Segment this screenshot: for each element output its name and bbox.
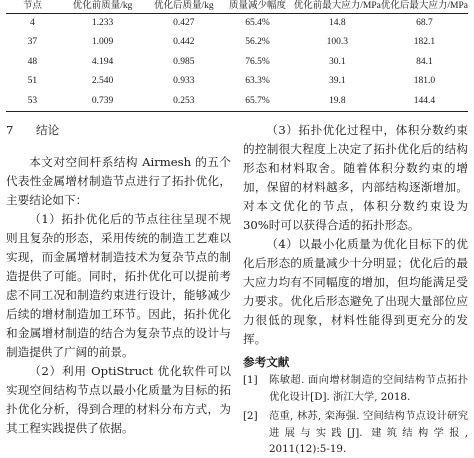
table-row <box>6 33 468 53</box>
cell-stress-before: 100.3 <box>326 37 349 47</box>
cell-stress-before: 19.8 <box>294 92 381 112</box>
cell-stress-before: 14.8 <box>329 17 346 28</box>
cell-mass-reduction: 65.4% <box>245 17 270 28</box>
references-heading: 参考文献 <box>243 355 290 369</box>
conclusion-heading <box>6 121 231 140</box>
reference-item <box>243 408 468 458</box>
header-stress-before: 优化前最大应力/MPa <box>293 1 381 12</box>
cell-mass-before: 1.233 <box>91 17 114 28</box>
conclusion-point-2: （2）利用 OptiStruct 优化软件可以实现空间结构节点以最小化质量为目标的拓扑优化分析，得到合理的材料分布方式，为其工程实践提供了依据。 <box>6 364 231 435</box>
cell-stress-after: 68.7 <box>416 17 433 28</box>
table-row <box>6 92 468 112</box>
cell-stress-after: 84.1 <box>416 56 433 67</box>
reference-text: 范重, 林苏, 栾海强. 空间结构节点设计研究进展与实践[J]. 建筑结构学报, 2011(12):5-19. <box>269 410 468 455</box>
cell-mass-before: 2.540 <box>91 76 114 86</box>
conclusion-point-1: （1）拓扑优化后的节点往往呈现不规则且复杂的形态，采用传统的制造工艺难以实现，而金属增材制造技术为复杂节点的制造提供了可能。同时，拓扑优化可以提前考虑不同工况和制造约束进行设计，能够减少后续的增材制造加工环节。因此，拓扑优化和金属增材制造的结合为复杂节点的设计与制造提供了广阔的前景。 <box>6 212 231 359</box>
cell-stress-after: 144.4 <box>381 92 468 112</box>
header-mass-reduction: 质量减少幅度 <box>221 0 294 13</box>
cell-mass-reduction: 56.2% <box>245 37 270 47</box>
conclusion-intro: 本文对空间杆系结构 Airmesh 的五个代表性金属增材制造节点进行了拓扑优化，主要结论如下： <box>6 155 231 207</box>
optimization-results-table <box>6 0 468 112</box>
table-row <box>6 13 468 33</box>
reference-number: [1] <box>243 374 258 386</box>
cell-mass-reduction: 65.7% <box>221 92 294 112</box>
header-mass-before: 优化前质量/kg <box>59 0 147 13</box>
conclusion-point-3: （3）拓扑优化过程中，体积分数约束的控制很大程度上决定了拓扑优化后的结构形态和材料取舍。随着体积分数约束的增加，保留的材料越多，内部结构逐渐增加。对本文优化的节点，体积分数约束设为 30%时可以获得合适的拓扑形态。 <box>243 123 468 232</box>
cell-mass-after: 0.933 <box>173 76 195 86</box>
reference-text: 陈敏超. 面向增材制造的空间结构节点拓扑优化设计[D]. 浙江大学, 2018. <box>269 374 468 403</box>
header-stress-after: 优化后最大应力/MPa <box>380 1 468 12</box>
cell-mass-before: 0.739 <box>59 92 147 112</box>
conclusion-point-4: （4）以最小化质量为优化目标下的优化后形态的质量减少十分明显；优化后的最大应力均有不同幅度的增加，但均能满足受力要求。优化后形态避免了出现大量部位应力很低的现象，材料性能得到更充分的发挥。 <box>243 237 468 346</box>
right-column <box>243 121 468 458</box>
table-row <box>6 72 468 92</box>
reference-number: [2] <box>243 410 258 422</box>
table-header <box>6 0 468 13</box>
cell-node: 4 <box>29 17 35 28</box>
cell-mass-before: 1.009 <box>91 37 114 47</box>
cell-stress-before: 30.1 <box>329 56 346 67</box>
cell-mass-after: 0.427 <box>173 17 195 28</box>
cell-node: 48 <box>27 56 38 67</box>
results-table-container <box>6 0 468 112</box>
section-title: 结论 <box>36 123 60 137</box>
cell-stress-before: 39.1 <box>329 76 346 86</box>
table-row <box>6 53 468 73</box>
left-column <box>6 121 231 438</box>
cell-node: 51 <box>27 76 38 86</box>
cell-node: 37 <box>27 37 38 47</box>
cell-node: 53 <box>6 92 59 112</box>
header-mass-after: 优化后质量/kg <box>147 0 222 13</box>
reference-item <box>243 372 468 405</box>
cell-mass-reduction: 63.3% <box>245 76 270 86</box>
header-node: 节点 <box>6 0 59 13</box>
section-number: 7 <box>6 123 14 137</box>
cell-stress-after: 182.1 <box>413 37 436 47</box>
cell-mass-after: 0.442 <box>173 37 195 47</box>
cell-stress-after: 181.0 <box>413 76 436 86</box>
cell-mass-reduction: 76.5% <box>245 56 270 67</box>
cell-mass-after: 0.985 <box>173 56 195 67</box>
cell-mass-after: 0.253 <box>147 92 222 112</box>
cell-mass-before: 4.194 <box>91 56 114 67</box>
